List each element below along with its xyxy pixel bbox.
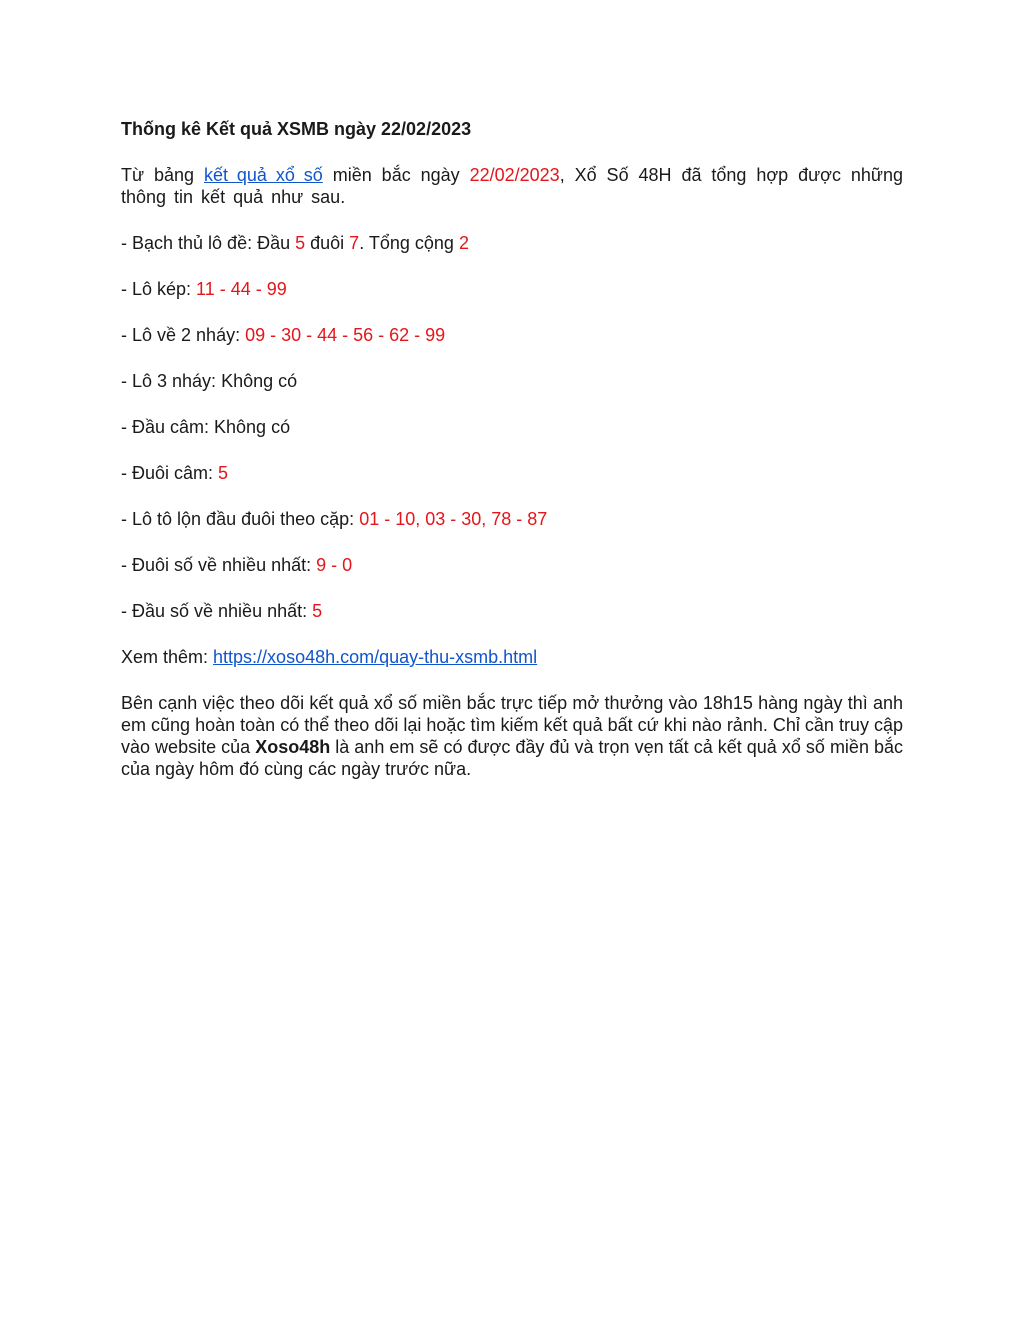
bach-thu-tail: 7 bbox=[349, 233, 360, 253]
intro-prefix: Từ bảng bbox=[121, 165, 204, 185]
dau-cam-label: - Đầu câm: Không có bbox=[121, 417, 291, 437]
duoi-nhieu-line bbox=[121, 554, 903, 576]
results-link[interactable]: kết quả xổ số bbox=[203, 165, 323, 185]
closing-part2: là anh em sẽ có được đầy đủ và trọn vẹn tất cả kết quả xổ số miền bắc của ngày hôm đó cùng các ngày trước nữa. bbox=[121, 737, 904, 779]
closing-paragraph bbox=[121, 692, 903, 780]
lo-lon-label: - Lô tô lộn đầu đuôi theo cặp: bbox=[121, 509, 360, 529]
dau-nhieu-line bbox=[121, 600, 903, 622]
lo-kep-label: - Lô kép: bbox=[121, 279, 197, 299]
lo-ve-2-line bbox=[121, 324, 903, 346]
bach-thu-total: 2 bbox=[458, 233, 469, 253]
document-body bbox=[121, 118, 903, 780]
see-more-link[interactable]: https://xoso48h.com/quay-thu-xsmb.html bbox=[213, 647, 538, 667]
document-title: Thống kê Kết quả XSMB ngày 22/02/2023 bbox=[121, 119, 472, 139]
dau-cam-line bbox=[121, 416, 903, 438]
lo-ve-3-line bbox=[121, 370, 903, 392]
lo-ve-2-label: - Lô về 2 nháy: bbox=[121, 325, 246, 345]
intro-middle: miền bắc ngày bbox=[322, 165, 470, 185]
bach-thu-tail-label: đuôi bbox=[305, 233, 350, 253]
duoi-cam-value: 5 bbox=[218, 463, 229, 483]
intro-suffix: , Xổ Số 48H đã tổng hợp được những thông tin kết quả như sau. bbox=[121, 165, 903, 207]
bach-thu-line bbox=[121, 232, 903, 254]
lo-lon-value: 01 - 10, 03 - 30, 78 - 87 bbox=[359, 509, 548, 529]
closing-part1: Bên cạnh việc theo dõi kết quả xổ số miền bắc trực tiếp mở thưởng vào 18h15 hàng ngày thì anh em cũng hoàn toàn có thể theo dõi lại hoặc tìm kiếm kết quả bất cứ khi nào rảnh. Chỉ cần truy cập vào website của bbox=[121, 693, 903, 757]
see-more-line bbox=[121, 646, 903, 668]
bach-thu-label: - Bạch thủ lô đề: Đầu bbox=[121, 233, 296, 253]
intro-paragraph bbox=[121, 164, 903, 208]
dau-nhieu-value: 5 bbox=[312, 601, 323, 621]
bach-thu-head: 5 bbox=[295, 233, 306, 253]
duoi-nhieu-value: 9 - 0 bbox=[316, 555, 353, 575]
duoi-cam-line bbox=[121, 462, 903, 484]
lo-kep-line bbox=[121, 278, 903, 300]
lo-kep-value: 11 - 44 - 99 bbox=[196, 279, 287, 299]
duoi-nhieu-label: - Đuôi số về nhiều nhất: bbox=[121, 555, 317, 575]
brand-name: Xoso48h bbox=[255, 737, 331, 757]
bach-thu-total-label: . Tổng cộng bbox=[359, 233, 459, 253]
duoi-cam-label: - Đuôi câm: bbox=[121, 463, 219, 483]
dau-nhieu-label: - Đầu số về nhiều nhất: bbox=[121, 601, 313, 621]
lo-ve-2-value: 09 - 30 - 44 - 56 - 62 - 99 bbox=[245, 325, 446, 345]
lo-lon-line bbox=[121, 508, 903, 530]
lo-ve-3-label: - Lô 3 nháy: Không có bbox=[121, 371, 298, 391]
see-more-label: Xem thêm: bbox=[121, 647, 214, 667]
intro-date: 22/02/2023 bbox=[469, 165, 560, 185]
